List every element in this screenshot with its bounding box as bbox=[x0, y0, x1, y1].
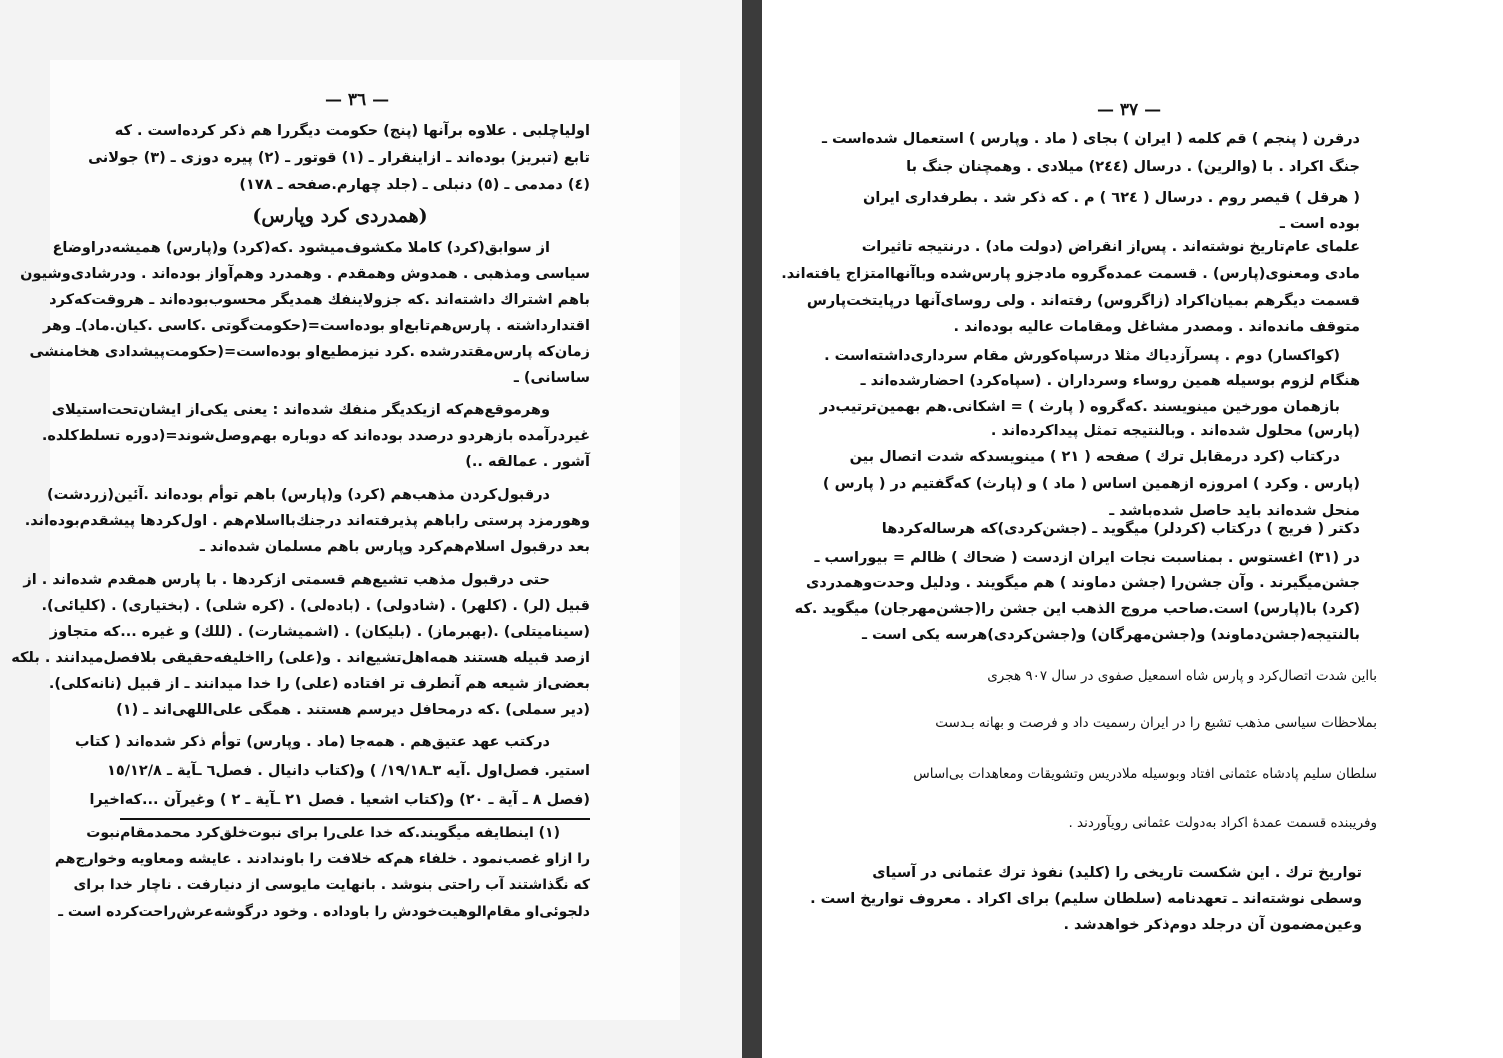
typed-line: بااین شدت اتصال‌کرد و پارس شاه اسمعیل صفوی در سال ٩٠٧ هجری bbox=[987, 668, 1377, 684]
footnote-rule bbox=[120, 818, 590, 820]
left-line: از سوابق(کرد) کاملا مکشوف‌میشود .که(کرد) و(پارس) همیشه‌دراوضاع bbox=[52, 240, 550, 256]
right-line: مادی ومعنوی(پارس) . قسمت عمده‌گروه مادجزو پارس‌شده وباآنهاامتزاج یافته‌اند. bbox=[781, 266, 1360, 282]
right-line: هنگام لزوم بوسیله همین روساء وسرداران . (سپاه‌کرد) احضارشده‌اند ـ bbox=[860, 373, 1360, 389]
right-line: (پارس . وکرد ) امروزه ازهمین اساس ( ماد ) و (پارث) که‌گفتیم در ( پارس ) bbox=[822, 476, 1360, 492]
footnote-line: را ازاو غصب‌نمود . خلفاء هم‌که خلافت را باو‌ندادند . عایشه ومعاویه وخوارج‌هم bbox=[54, 851, 590, 867]
page-number-right: — ٣٧ — bbox=[1097, 100, 1162, 120]
left-line: وهرموقع‌هم‌که ازیکدیگر منفك شده‌اند : یعنی یکی‌از ایشان‌تحت‌استیلای bbox=[51, 402, 550, 418]
right-line: ( هرقل ) قیصر روم . درسال ( ٦٢٤ ) م . که ذکر شد . بطرفداری ایران bbox=[863, 190, 1360, 206]
right-line: جنگ اکراد . با (والرین) . درسال (٢٤٤) میلادی . وهمچنان جنگ با bbox=[906, 159, 1360, 175]
right-line: وسطی نوشته‌اند ـ تعهدنامه (سلطان سلیم) برای اکراد . معروف تواریخ است . bbox=[810, 891, 1362, 907]
right-line: بوده است ـ bbox=[1279, 216, 1360, 232]
right-line: دکتر ( فریج ) درکتاب (کردلر) میگوید ـ (جشن‌کردی)که هرساله‌کردها bbox=[881, 521, 1360, 537]
left-line: تابع (تبریز) بوده‌اند ـ ازاینقرار ـ (١) قوتور ـ (٢) پیره دوزی ـ (٣) جولانی bbox=[88, 150, 590, 166]
right-line: متوقف مانده‌اند . ومصدر مشاغل ومقامات عالیه بوده‌اند . bbox=[953, 319, 1360, 335]
right-line: قسمت دیگرهم بمیان‌اکراد (زاگروس) رفته‌اند . ولی روسای‌آنها درپایتخت‌پارس bbox=[806, 293, 1360, 309]
right-line: در (٣١) اغستوس . بمناسبت نجات ایران ازدست ( ضحاك ) ظالم = بیوراسب ـ bbox=[814, 550, 1360, 566]
left-line: (سینامیتلی) .(بهبرماز) . (بلیکان) . (اشمیشارت) . (للك) و غیره ...که متجاوز bbox=[49, 624, 590, 640]
right-line: بالنتیجه(جشن‌دماوند) و(جشن‌مهرگان) و(جشن‌کردی)هرسه یکی است ـ bbox=[861, 627, 1360, 643]
left-line: سیاسی ومذهبی . همدوش وهمقدم . وهمدرد وهم‌آواز بوده‌اند . ودرشادی‌وشیون bbox=[20, 266, 590, 282]
right-line: (پارس) محلول شده‌اند . وبالنتیجه تمثل پیداکرده‌اند . bbox=[990, 423, 1360, 439]
typed-line: بملاحظات سیاسی مذهب تشیع را در ایران رسمیت داد و فرصت و بهانه بـدست bbox=[935, 715, 1377, 731]
right-line: درکتاب (کرد درمقابل ترك ) صفحه ( ٢١ ) مینویسدکه شدت اتصال بین bbox=[849, 449, 1340, 465]
left-line: قبیل (لر) . (کلهر) . (شادولی) . (باده‌لی) . (کره شلی) . (بختیاری) . (کلیائی). bbox=[41, 598, 590, 614]
right-line: منحل شده‌اند باید حاصل شده‌باشد ـ bbox=[1109, 503, 1360, 519]
right-line: (کواکسار) دوم . پسرآزدیاك مثلا درسپاه‌کورش مقام سرداری‌داشته‌است . bbox=[824, 348, 1340, 364]
left-line: حتی درقبول مذهب تشیع‌هم قسمتی ازکردها . با پارس همقدم شده‌اند . از bbox=[23, 572, 550, 588]
left-line: (دیر سملی) .که درمحافل دیرسم هستند . همگی علی‌اللهی‌اند ـ (١) bbox=[116, 702, 590, 718]
typed-line: سلطان سلیم پادشاه عثمانی افتاد وبوسیله ملادریس وتشویقات ومعاهدات بی‌اساس bbox=[913, 766, 1377, 782]
right-line: علمای عام‌تاریخ نوشته‌اند . پس‌از انقراض (دولت ماد) . درنتیجه تاثیرات bbox=[861, 239, 1360, 255]
footnote-line: دلجوئی‌او مقام‌الوهیت‌خودش را باوداده . وخود درگوشه‌عرش‌راحت‌کرده است ـ bbox=[58, 904, 590, 920]
left-line: اولیاچلبی . علاوه برآنها (پنج) حکومت دیگررا هم ذکر کرده‌است . که bbox=[114, 123, 590, 139]
left-line: (٤) دمدمی ـ (٥) دنبلی ـ (جلد چهارم.صفحه ـ ١٧٨) bbox=[239, 177, 590, 193]
page-number-left: — ٣٦ — bbox=[325, 90, 390, 110]
right-line: (کرد) با(پارس) است.صاحب مروج الذهب این جشن را(جشن‌مهرجان) میگوید .که bbox=[794, 601, 1360, 617]
typed-line: وفریبنده قسمت عمدهٔ اکراد به‌دولت عثمانی رویآوردند . bbox=[1068, 815, 1377, 831]
left-page bbox=[0, 0, 742, 1058]
right-line: وعین‌مضمون آن درجلد دوم‌ذکر خواهدشد . bbox=[1063, 917, 1362, 933]
book-gutter bbox=[742, 0, 762, 1058]
right-line: بازهمان مورخین مینویسند .که‌گروه ( پارث ) = اشکانی.هم بهمین‌ترتیب‌در bbox=[819, 399, 1340, 415]
left-line: بعد درقبول اسلام‌هم‌کرد وپارس باهم مسلمان شده‌اند ـ bbox=[199, 539, 590, 555]
right-line: درقرن ( پنجم ) قم کلمه ( ایران ) بجای ( ماد . وپارس ) استعمال شده‌است ـ bbox=[821, 131, 1360, 147]
left-line: آشور . عمالقه ..) bbox=[465, 454, 590, 470]
right-page bbox=[762, 0, 1503, 1058]
footnote-line: (١) اینطایفه میگویند.که خدا علی‌را برای نبوت‌خلق‌کرد محمدمقام‌نبوت bbox=[86, 825, 560, 841]
left-line: (فصل ٨ ـ آیة ـ ٢٠) و(کتاب اشعیا . فصل ٢١ ـآیة ـ ٢ ) وغیرآن ...که‌اخیرا bbox=[89, 792, 590, 808]
left-line: ازصد قبیله هستند همه‌اهل‌تشیع‌اند . و(علی) رااخلیفه‌حقیقی بلافصل‌میدانند . بلکه bbox=[11, 650, 590, 666]
left-line: استیر. فصل‌اول .آیه ٣ـ١٩/١٨/ ) و(کتاب دانیال . فصل٦ ـآیة ـ ١٥/١٢/٨ bbox=[107, 763, 590, 779]
right-line: جشن‌میگیرند . وآن جشن‌را (جشن دماوند ) هم میگویند . ودلیل وحدت‌وهمدردی bbox=[805, 575, 1360, 591]
right-line: تواریخ ترك . این شکست تاریخی را (کلید) نفوذ ترك عثمانی در آسیای bbox=[872, 865, 1362, 881]
left-line: اقتدارداشته . پارس‌هم‌تابع‌او بوده‌است=(حکومت‌گوتی .کاسی .کیان.ماد)ـ وهر bbox=[42, 318, 590, 334]
footnote-line: که نگذاشتند آب راحتی بنوشد . بانهایت مایوسی از دنیارفت . ناچار خدا برای bbox=[73, 877, 590, 893]
left-line: ساسانی) ـ bbox=[513, 370, 590, 386]
left-line: بعضی‌از شیعه هم آنطرف تر افتاده (علی) را خدا میدانند ـ از قبیل (نانه‌کلی). bbox=[48, 676, 590, 692]
left-line: باهم اشتراك داشته‌اند .که جزولاینفك همدیگر محسوب‌بوده‌اند ـ هروقت‌که‌کرد bbox=[49, 292, 590, 308]
left-line: وهورمزد پرستی راباهم پذیرفته‌اند درجنك‌بااسلام‌هم . اول‌کردها پیشقدم‌بوده‌اند. bbox=[24, 513, 590, 529]
left-line: زمان‌که پارس‌مقتدرشده .کرد نیزمطیع‌او بوده‌است=(حکومت‌پیشدادی هخامنشی bbox=[29, 344, 590, 360]
section-heading: (همدردی کرد وپارس) bbox=[252, 205, 428, 227]
left-line: غیردرآمده بازهردو درصدد بوده‌اند که دوباره بهم‌وصل‌شوند=(دوره تسلط‌کلده. bbox=[41, 428, 590, 444]
left-line: درقبول‌کردن مذهب‌هم (کرد) و(پارس) باهم توأم بوده‌اند .آئین(زردشت) bbox=[47, 487, 550, 503]
left-line: درکتب عهد عتیق‌هم . همه‌جا (ماد . وپارس) توأم ذکر شده‌اند ( کتاب bbox=[74, 734, 550, 750]
